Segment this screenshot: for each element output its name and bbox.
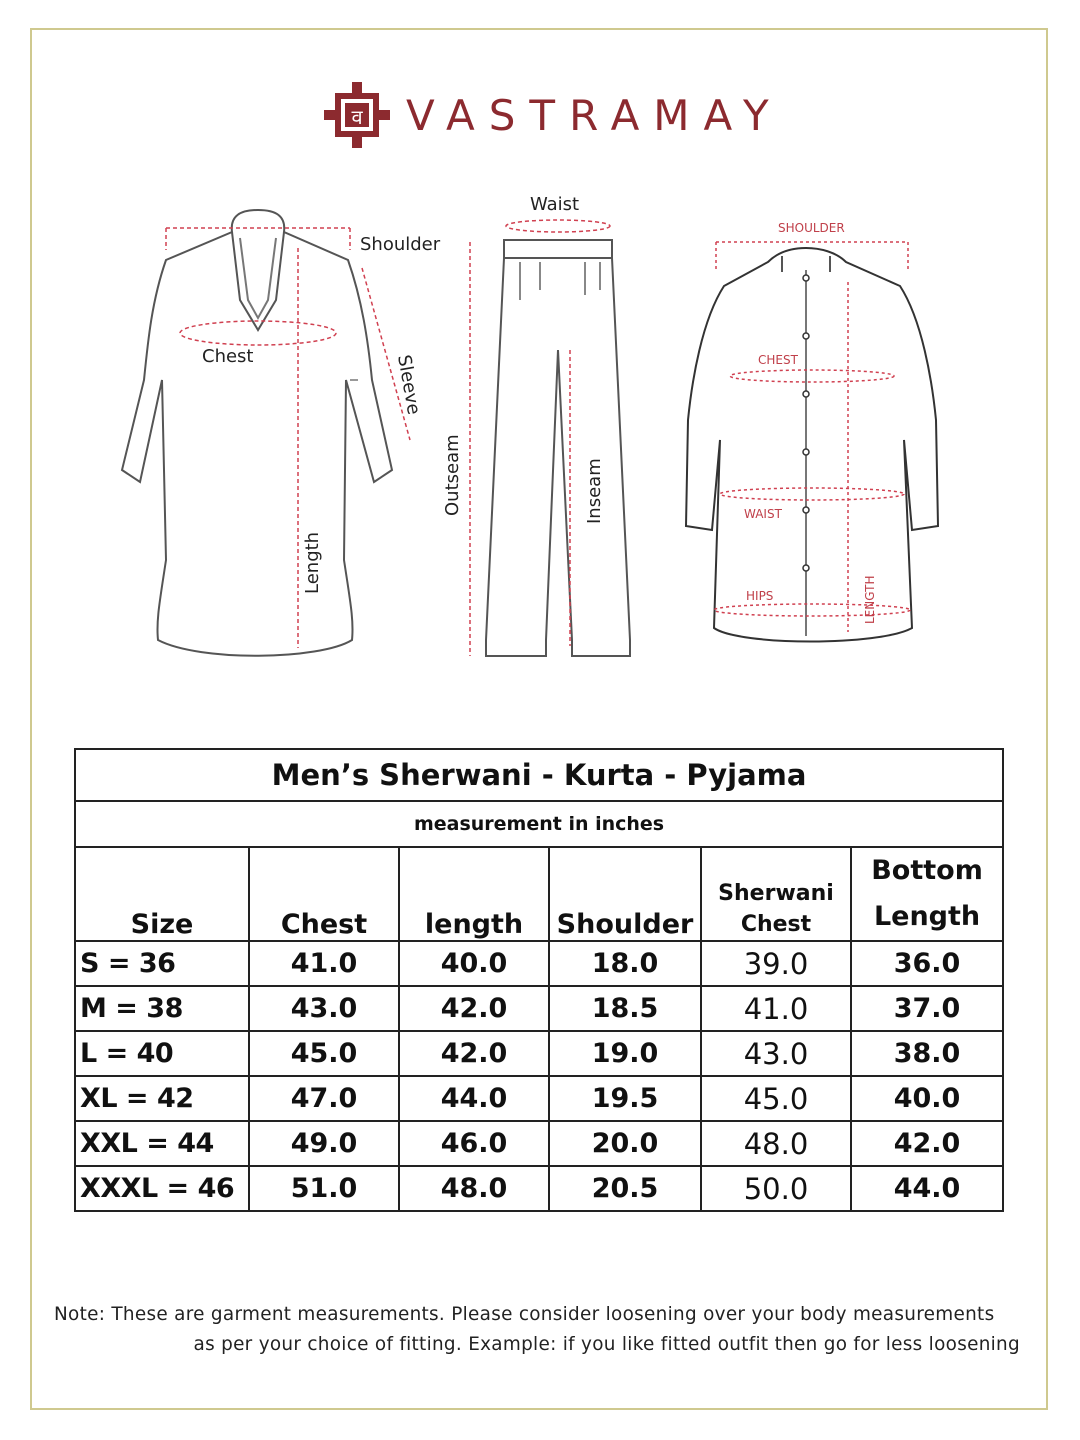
kurta-measure-lines: [166, 228, 410, 648]
cell-shoulder: 19.0: [549, 1031, 701, 1076]
kurta-drawing: [122, 210, 392, 656]
cell-bottom-length: 38.0: [851, 1031, 1003, 1076]
cell-sherwani-chest: 43.0: [701, 1031, 851, 1076]
pyjama-inseam-label: Inseam: [584, 458, 605, 524]
cell-chest: 45.0: [249, 1031, 399, 1076]
cell-size: XXL = 44: [75, 1121, 249, 1166]
cell-sherwani-chest: 41.0: [701, 986, 851, 1031]
cell-bottom-length: 42.0: [851, 1121, 1003, 1166]
cell-chest: 49.0: [249, 1121, 399, 1166]
cell-chest: 47.0: [249, 1076, 399, 1121]
garment-illustrations: [0, 170, 1080, 690]
cell-bottom-length: 40.0: [851, 1076, 1003, 1121]
sherwani-waist-label: WAIST: [744, 507, 782, 521]
cell-length: 44.0: [399, 1076, 549, 1121]
table-row: [75, 1031, 1003, 1076]
header-bottom-length-line1: Bottom: [871, 855, 983, 886]
cell-length: 40.0: [399, 941, 549, 986]
cell-size: M = 38: [75, 986, 249, 1031]
header-chest: Chest: [249, 847, 399, 941]
cell-length: 48.0: [399, 1166, 549, 1211]
sherwani-measure-lines: [714, 242, 910, 632]
header-sherwani-chest-line2: Chest: [740, 912, 812, 937]
cell-length: 42.0: [399, 986, 549, 1031]
header-length: length: [399, 847, 549, 941]
cell-length: 42.0: [399, 1031, 549, 1076]
header-sherwani-chest-line1: Sherwani: [718, 881, 834, 906]
cell-chest: 41.0: [249, 941, 399, 986]
table-title: Men’s Sherwani - Kurta - Pyjama: [75, 749, 1003, 801]
kurta-shoulder-label: Shoulder: [360, 234, 441, 255]
sherwani-shoulder-label: SHOULDER: [778, 221, 845, 235]
header-sherwani-chest: [701, 847, 851, 941]
cell-size: S = 36: [75, 941, 249, 986]
sherwani-chest-label: CHEST: [758, 353, 798, 367]
kurta-chest-label: Chest: [202, 346, 254, 367]
note-line-2: as per your choice of fitting. Example: if you like fitted outfit then go for less loosening: [193, 1334, 1020, 1355]
cell-size: XXXL = 46: [75, 1166, 249, 1211]
cell-chest: 43.0: [249, 986, 399, 1031]
cell-shoulder: 19.5: [549, 1076, 701, 1121]
cell-shoulder: 20.5: [549, 1166, 701, 1211]
cell-bottom-length: 37.0: [851, 986, 1003, 1031]
table-row: [75, 941, 1003, 986]
cell-sherwani-chest: 48.0: [701, 1121, 851, 1166]
cell-chest: 51.0: [249, 1166, 399, 1211]
cell-size: L = 40: [75, 1031, 249, 1076]
brand-mark-icon: [322, 80, 392, 150]
cell-shoulder: 20.0: [549, 1121, 701, 1166]
sherwani-drawing: [686, 248, 938, 642]
table-row: [75, 1166, 1003, 1211]
header-size: Size: [75, 847, 249, 941]
table-row: [75, 986, 1003, 1031]
pyjama-waist-label: Waist: [530, 194, 580, 215]
kurta-sleeve-label: Sleeve: [393, 353, 425, 417]
pyjama-drawing: [486, 240, 630, 656]
cell-bottom-length: 36.0: [851, 941, 1003, 986]
header-bottom-length-line2: Length: [873, 901, 981, 932]
header-bottom-length: [851, 847, 1003, 941]
cell-bottom-length: 44.0: [851, 1166, 1003, 1211]
cell-sherwani-chest: 39.0: [701, 941, 851, 986]
header-row: [75, 847, 1003, 941]
header-shoulder: Shoulder: [549, 847, 701, 941]
table-row: [75, 1121, 1003, 1166]
table-row: [75, 1076, 1003, 1121]
cell-size: XL = 42: [75, 1076, 249, 1121]
table-subtitle: measurement in inches: [75, 801, 1003, 847]
cell-shoulder: 18.0: [549, 941, 701, 986]
note-line-1: Note: These are garment measurements. Please consider loosening over your body measurements: [54, 1304, 995, 1325]
brand-logo: [322, 80, 783, 150]
size-chart-table: [74, 748, 1004, 1212]
cell-length: 46.0: [399, 1121, 549, 1166]
cell-shoulder: 18.5: [549, 986, 701, 1031]
sherwani-length-label: LENGTH: [863, 575, 877, 624]
kurta-length-label: Length: [302, 531, 323, 594]
cell-sherwani-chest: 45.0: [701, 1076, 851, 1121]
measurement-note: [54, 1300, 1020, 1360]
sherwani-hips-label: HIPS: [746, 589, 774, 603]
cell-sherwani-chest: 50.0: [701, 1166, 851, 1211]
svg-text:व: व: [351, 105, 363, 129]
brand-name: VASTRAMAY: [406, 90, 783, 140]
pyjama-outseam-label: Outseam: [442, 434, 463, 516]
